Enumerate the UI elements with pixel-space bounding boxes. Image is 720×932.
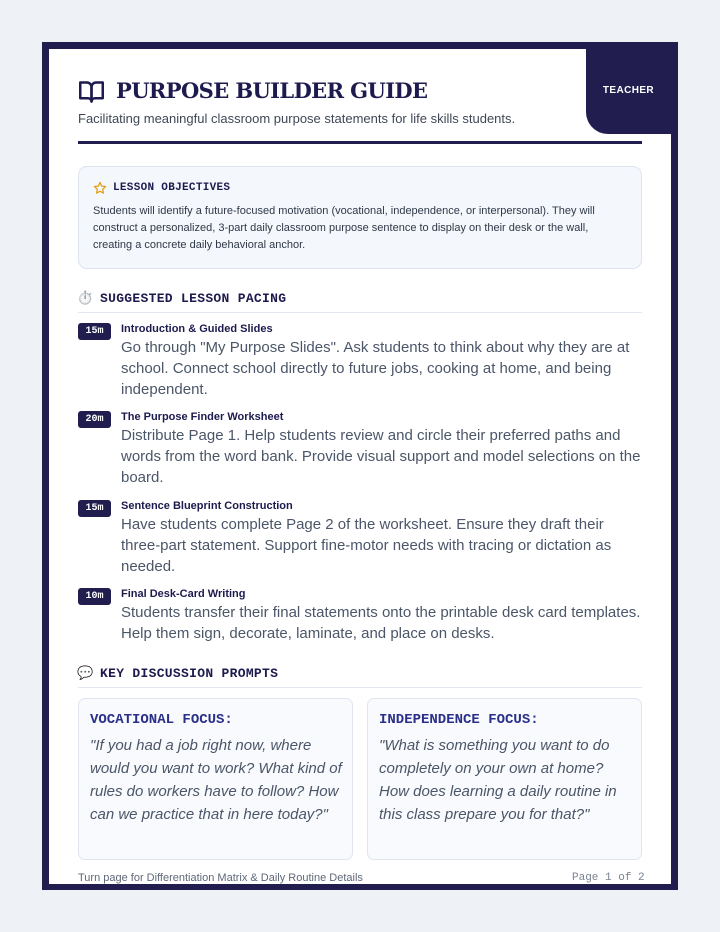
page-number: Page 1 of 2 bbox=[572, 872, 645, 884]
pacing-heading: SUGGESTED LESSON PACING bbox=[100, 291, 287, 306]
prompt-card-text: "What is something you want to do completely on your own at home? How does learning a daily routine in this class prepare you for that?" bbox=[379, 737, 617, 823]
prompt-card-text: "If you had a job right now, where would you want to work? What kind of rules do workers have to follow? How can we practice that in here today?" bbox=[90, 737, 342, 823]
open-book-icon bbox=[78, 78, 105, 105]
pacing-step-title: Sentence Blueprint Construction bbox=[121, 500, 293, 512]
pacing-duration-badge: 20m bbox=[78, 411, 111, 428]
page-title: PURPOSE BUILDER GUIDE bbox=[116, 78, 428, 103]
prompt-card-heading: VOCATIONAL FOCUS: bbox=[90, 712, 233, 728]
pacing-step-title: Final Desk-Card Writing bbox=[121, 588, 246, 600]
prompt-card-heading: INDEPENDENCE FOCUS: bbox=[379, 712, 539, 728]
star-icon bbox=[93, 181, 107, 195]
page-subtitle: Facilitating meaningful classroom purpose statements for life skills students. bbox=[78, 111, 516, 126]
prompts-heading: KEY DISCUSSION PROMPTS bbox=[100, 666, 279, 681]
pacing-step-description: Distribute Page 1. Help students review and circle their preferred paths and words from the word bank. Provide visual support and model selections on the board. bbox=[121, 427, 641, 486]
pacing-step-title: Introduction & Guided Slides bbox=[121, 323, 273, 335]
stopwatch-icon: ⏱️ bbox=[77, 290, 94, 305]
vocational-prompt-card bbox=[78, 698, 353, 860]
header-divider bbox=[78, 141, 642, 144]
pacing-step-description: Have students complete Page 2 of the worksheet. Ensure they draft their three-part statement. Support fine-motor needs with tracing or dictation as needed. bbox=[121, 516, 612, 575]
speech-bubble-icon: 💬 bbox=[77, 665, 94, 680]
objectives-text: Students will identify a future-focused motivation (vocational, independence, or interpersonal). They will construct a personalized, 3-part daily classroom purpose sentence to display on their desk or the wall, creating a concrete daily behavioral anchor. bbox=[93, 205, 595, 251]
pacing-divider bbox=[78, 312, 642, 313]
objectives-heading: LESSON OBJECTIVES bbox=[113, 182, 231, 194]
pacing-step-title: The Purpose Finder Worksheet bbox=[121, 411, 284, 423]
prompts-divider bbox=[78, 687, 642, 688]
pacing-step-description: Go through "My Purpose Slides". Ask students to think about why they are at school. Connect school directly to future jobs, cooking at home, and being independent. bbox=[121, 339, 630, 398]
pacing-duration-badge: 10m bbox=[78, 588, 111, 605]
pacing-duration-badge: 15m bbox=[78, 323, 111, 340]
pacing-step-description: Students transfer their final statements onto the printable desk card templates. Help them sign, decorate, laminate, and place on desks. bbox=[121, 604, 641, 642]
lesson-objectives-box bbox=[78, 166, 642, 269]
pacing-duration-badge: 15m bbox=[78, 500, 111, 517]
footer-note: Turn page for Differentiation Matrix & Daily Routine Details bbox=[78, 872, 363, 884]
independence-prompt-card bbox=[367, 698, 642, 860]
teacher-badge: TEACHER bbox=[586, 49, 671, 134]
